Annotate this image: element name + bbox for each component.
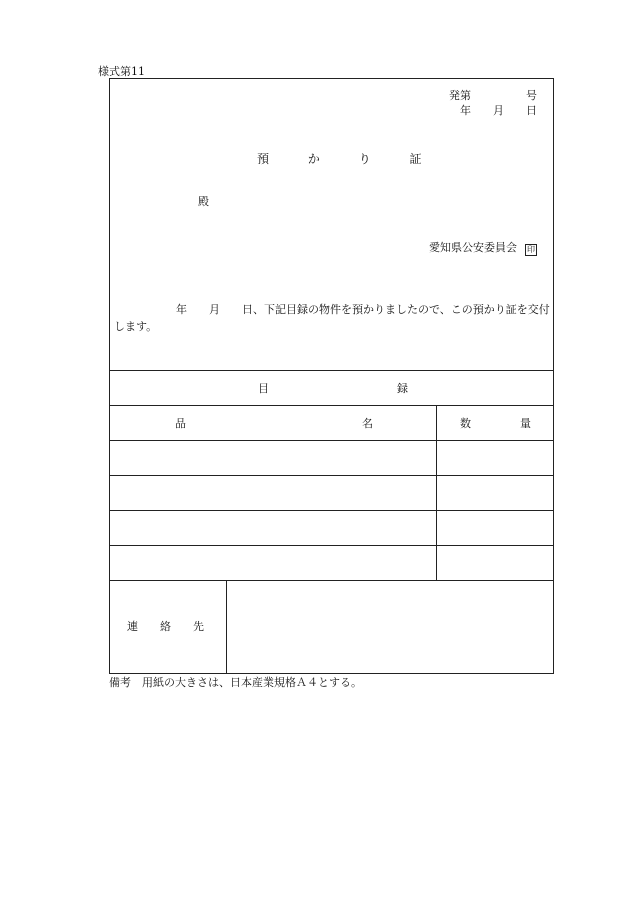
catalog-heading-right: 録 — [397, 382, 408, 395]
seal-mark: 印 — [527, 245, 535, 254]
form-id: 様式第11 — [98, 65, 145, 78]
col-item-right: 名 — [362, 417, 373, 430]
footnote: 備考 用紙の大きさは、日本産業規格Ａ４とする。 — [109, 676, 362, 689]
form-title — [257, 153, 422, 165]
col-item-left: 品 — [175, 417, 186, 430]
col-qty-right: 量 — [520, 417, 531, 430]
title-char: 証 — [409, 152, 422, 166]
title-char: 預 — [257, 152, 270, 166]
title-char: り — [358, 152, 371, 166]
issue-number: 発第 号 — [449, 89, 537, 102]
issuer — [429, 242, 537, 256]
table-line — [110, 405, 553, 406]
table-line — [110, 510, 553, 511]
table-top-line — [110, 370, 553, 371]
contact-label: 連 絡 先 — [127, 620, 204, 633]
receipt-form — [109, 78, 554, 674]
title-char: か — [307, 152, 320, 166]
col-qty-left: 数 — [460, 417, 471, 430]
qty-column-divider — [436, 405, 437, 580]
body-text: 年 月 日、下記目録の物件を預かりましたので、この預かり証を交付します。 — [114, 303, 550, 333]
table-line — [110, 580, 553, 581]
table-line — [110, 440, 553, 441]
table-line — [110, 475, 553, 476]
issuer-name: 愛知県公安委員会 — [429, 241, 517, 254]
issue-date: 年 月 日 — [460, 104, 537, 117]
contact-divider — [226, 580, 227, 673]
addressee: 殿 — [198, 195, 209, 208]
table-line — [110, 545, 553, 546]
catalog-heading-left: 目 — [258, 382, 269, 395]
